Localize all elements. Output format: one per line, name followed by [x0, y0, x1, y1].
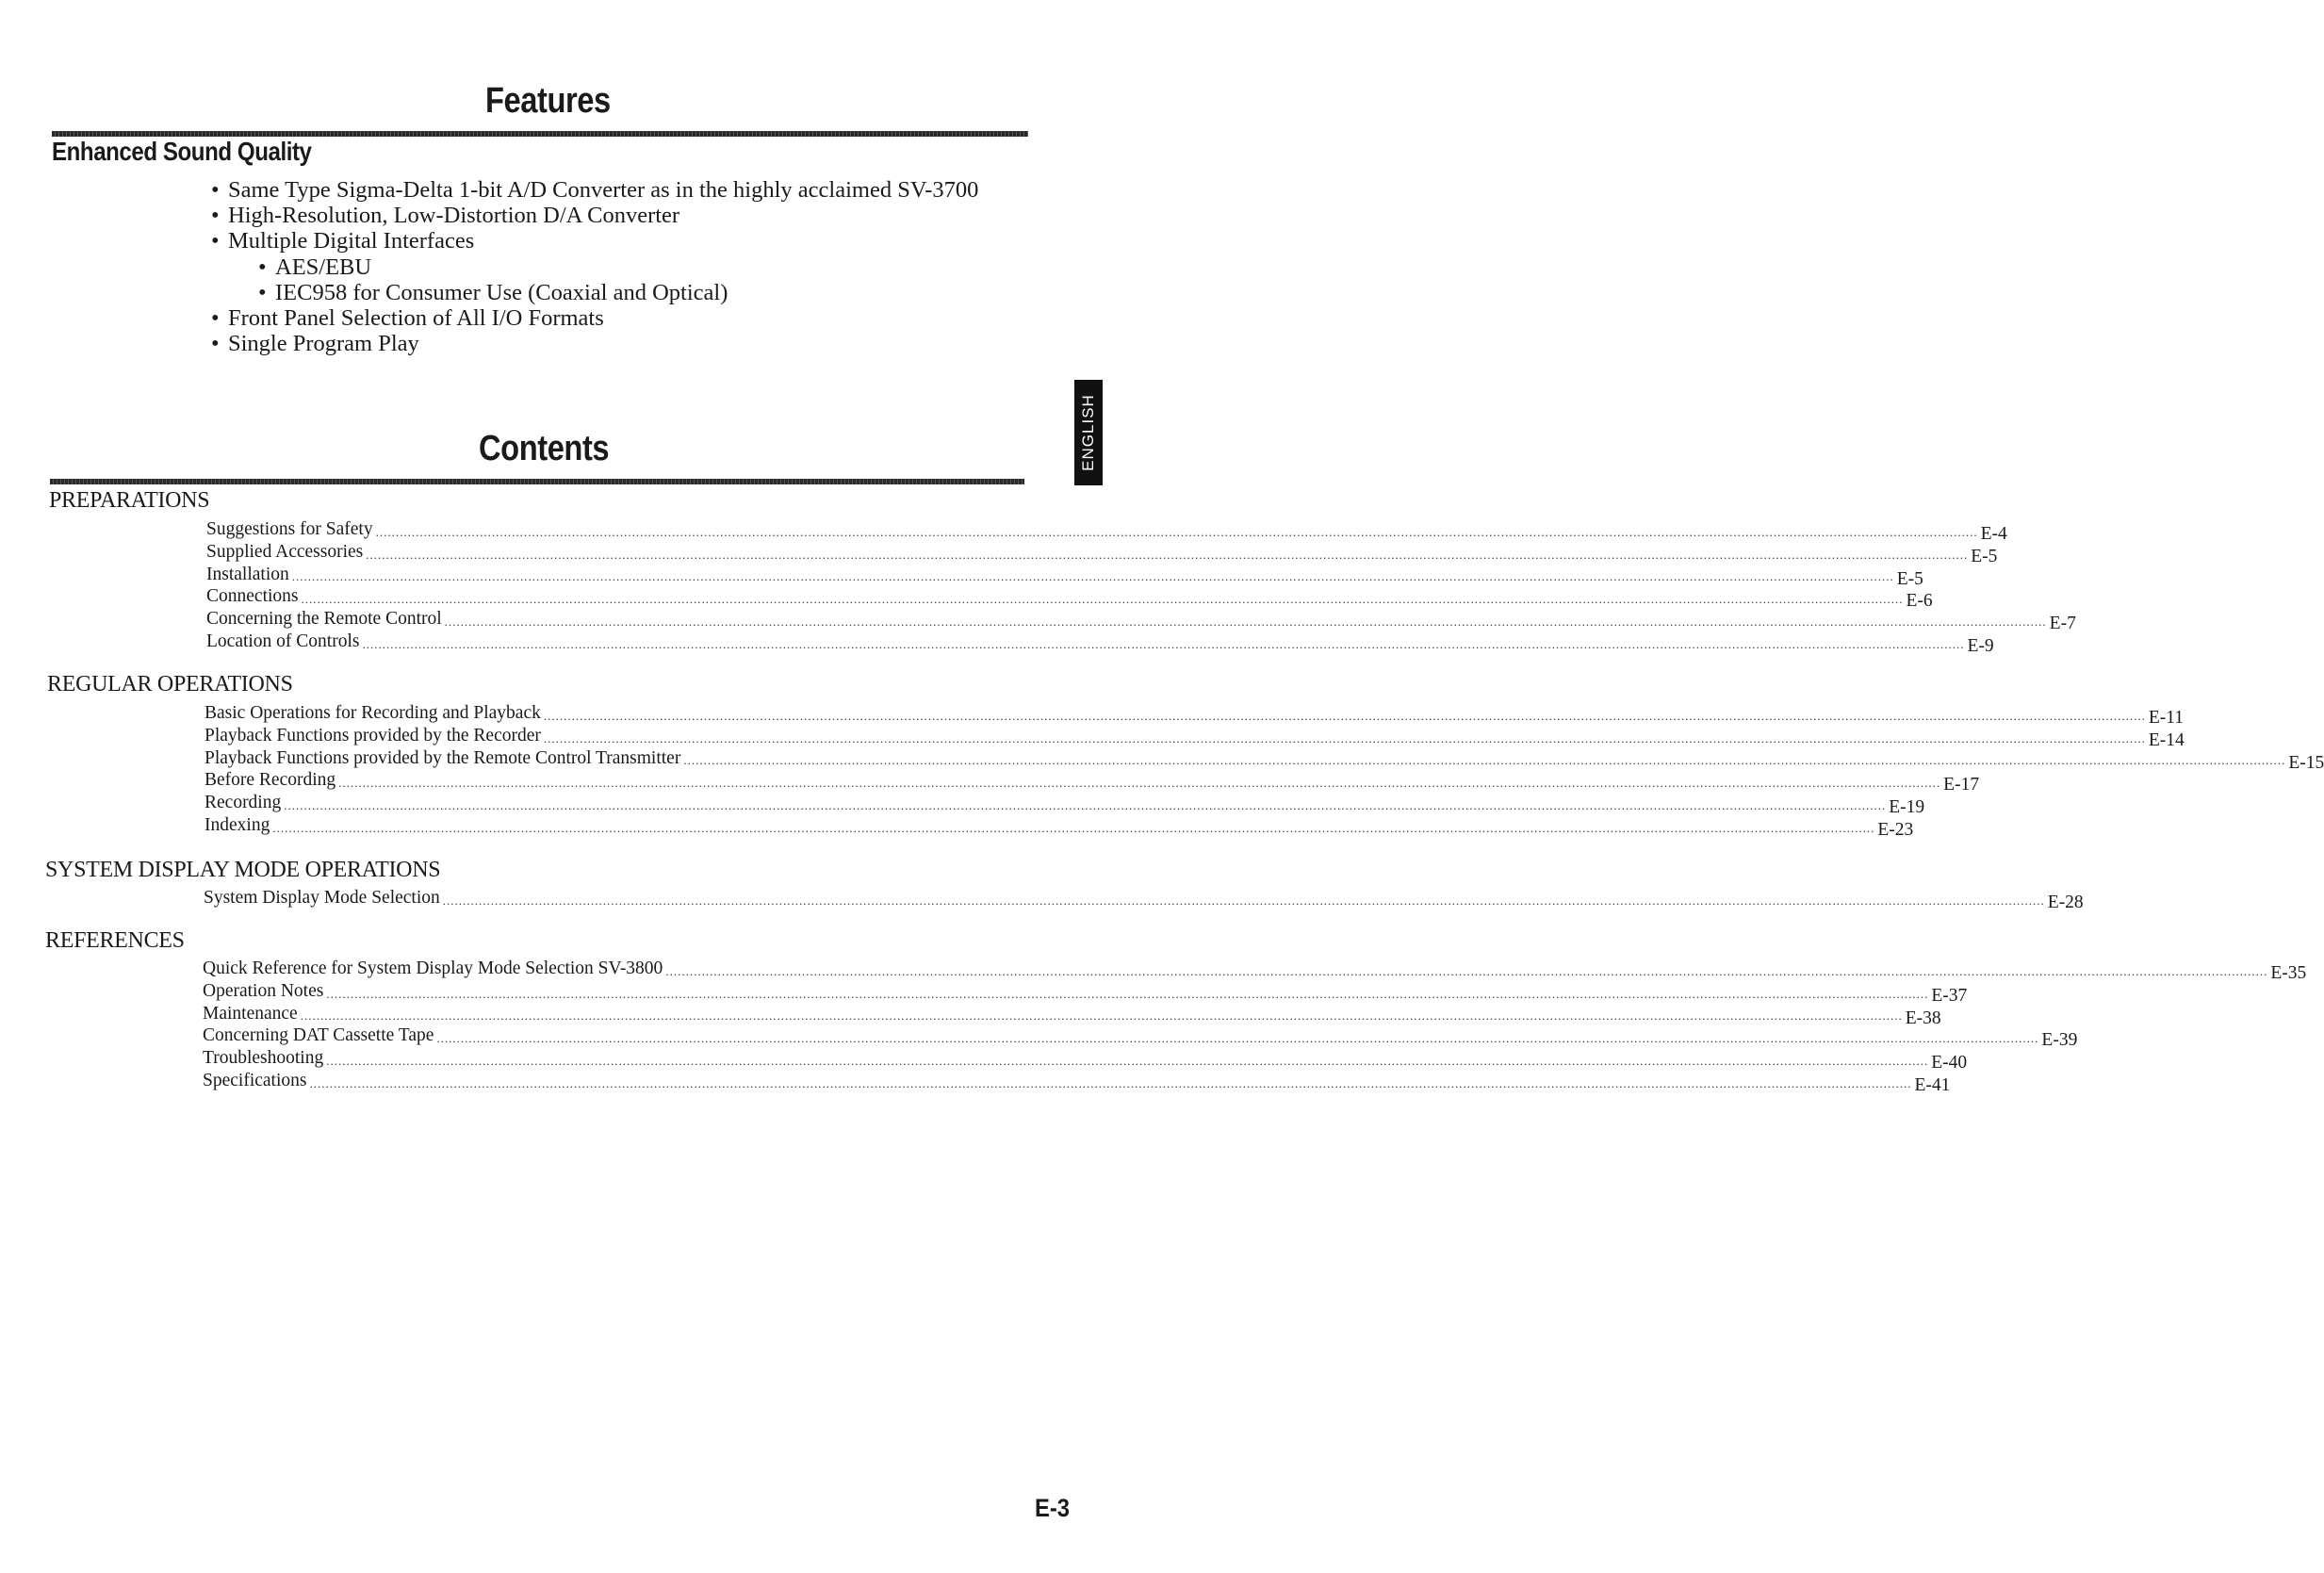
toc-entry[interactable]	[205, 725, 2185, 750]
toc-entry[interactable]	[206, 541, 1998, 566]
toc-entry-page: E-5	[1896, 568, 1923, 589]
contents-title: Contents	[479, 429, 610, 468]
toc-entry-page: E-7	[2049, 614, 2076, 634]
toc-entry[interactable]	[203, 1024, 2078, 1051]
toc-leader-dots: ................................................................................................................................................................................................................................................................................................................................................................................................................	[326, 1053, 1929, 1068]
toc-entry-title: System Display Mode Selection	[204, 888, 440, 908]
toc-entry-title: Concerning the Remote Control	[206, 609, 442, 630]
feature-item: • Single Program Play	[211, 331, 978, 356]
toc-leader-dots: ................................................................................................................................................................................................................................................................................................................................................................................................................	[375, 524, 1978, 539]
toc-entry-title: Troubleshooting	[203, 1048, 324, 1069]
toc-entry-page: E-37	[1931, 985, 1968, 1006]
toc-entry[interactable]	[206, 564, 1923, 589]
toc-entry-page: E-4	[1980, 524, 2007, 544]
toc-entry-title: Specifications	[203, 1070, 307, 1090]
toc-leader-dots: ................................................................................................................................................................................................................................................................................................................................................................................................................	[300, 1008, 1903, 1024]
features-title: Features	[485, 81, 611, 121]
toc-entry-page: E-11	[2148, 708, 2185, 728]
toc-leader-dots: ................................................................................................................................................................................................................................................................................................................................................................................................................	[301, 592, 1904, 607]
language-tab	[1074, 380, 1103, 485]
toc-entry-title: Maintenance	[203, 1003, 298, 1024]
toc-entry[interactable]	[205, 769, 1980, 795]
toc-entry[interactable]	[205, 792, 1925, 818]
toc-leader-dots: ................................................................................................................................................................................................................................................................................................................................................................................................................	[683, 753, 2286, 768]
toc-entry[interactable]	[203, 1047, 1968, 1073]
toc-entry[interactable]	[205, 747, 2324, 773]
feature-subitem: • AES/EBU	[211, 254, 978, 280]
toc-leader-dots: ................................................................................................................................................................................................................................................................................................................................................................................................................	[309, 1075, 1912, 1090]
toc-entry-title: Concerning DAT Cassette Tape	[203, 1025, 434, 1046]
toc-leader-dots: ................................................................................................................................................................................................................................................................................................................................................................................................................	[338, 776, 1941, 791]
toc-entry-page: E-9	[1967, 635, 1994, 656]
toc-section-heading: SYSTEM DISPLAY MODE OPERATIONS	[45, 858, 441, 882]
feature-item: • Same Type Sigma-Delta 1-bit A/D Converter as in the highly acclaimed SV-3700	[211, 177, 978, 203]
toc-section-heading: REFERENCES	[45, 928, 185, 953]
toc-leader-dots: ................................................................................................................................................................................................................................................................................................................................................................................................................	[444, 614, 2047, 629]
toc-entry-page: E-38	[1905, 1008, 1941, 1028]
toc-entry[interactable]	[205, 702, 2185, 728]
toc-entry-page: E-23	[1877, 819, 1914, 840]
toc-entry-title: Location of Controls	[206, 631, 360, 651]
toc-entry-title: Basic Operations for Recording and Playback	[205, 703, 541, 723]
toc-section-heading: PREPARATIONS	[49, 488, 210, 513]
enhanced-sound-quality-heading: Enhanced Sound Quality	[52, 137, 312, 166]
toc-entry-title: Playback Functions provided by the Recorder	[205, 725, 541, 746]
toc-entry[interactable]	[206, 585, 1933, 612]
toc-entry-page: E-39	[2041, 1030, 2078, 1051]
features-list	[211, 177, 978, 356]
contents-rule	[50, 479, 1024, 484]
toc-entry[interactable]	[203, 958, 2307, 983]
toc-leader-dots: ................................................................................................................................................................................................................................................................................................................................................................................................................	[366, 547, 1969, 562]
toc-leader-dots: ................................................................................................................................................................................................................................................................................................................................................................................................................	[362, 636, 1965, 651]
toc-entry-title: Quick Reference for System Display Mode Selection SV-3800	[203, 959, 663, 978]
toc-entry-page: E-17	[1943, 775, 1980, 795]
toc-leader-dots: ................................................................................................................................................................................................................................................................................................................................................................................................................	[543, 708, 2146, 723]
language-tab-label: ENGLISH	[1079, 394, 1097, 471]
toc-entry-page: E-15	[2288, 752, 2324, 773]
toc-entry-page: E-35	[2270, 963, 2307, 983]
toc-entry[interactable]	[206, 518, 2007, 544]
toc-entry-page: E-40	[1931, 1053, 1968, 1073]
toc-leader-dots: ................................................................................................................................................................................................................................................................................................................................................................................................................	[284, 797, 1887, 812]
toc-entry-title: Installation	[206, 564, 289, 584]
toc-entry-page: E-5	[1971, 546, 1998, 566]
toc-entry[interactable]	[203, 980, 1968, 1006]
toc-entry-title: Suggestions for Safety	[206, 519, 373, 539]
toc-entry[interactable]	[206, 608, 2076, 634]
toc-entry-title: Operation Notes	[203, 980, 324, 1001]
toc-leader-dots: ................................................................................................................................................................................................................................................................................................................................................................................................................	[291, 569, 1894, 584]
toc-entry-title: Before Recording	[205, 770, 336, 791]
toc-entry[interactable]	[203, 1070, 1951, 1095]
toc-entry-page: E-19	[1889, 797, 1925, 818]
feature-item: • High-Resolution, Low-Distortion D/A Converter	[211, 203, 978, 228]
toc-section-list	[204, 887, 2084, 912]
toc-entry-title: Playback Functions provided by the Remote Control Transmitter	[205, 747, 681, 768]
toc-entry-title: Supplied Accessories	[206, 541, 364, 562]
page-number: E-3	[1035, 1494, 1070, 1522]
toc-section-heading: REGULAR OPERATIONS	[47, 672, 293, 696]
toc-section-list	[205, 702, 2324, 840]
toc-leader-dots: ................................................................................................................................................................................................................................................................................................................................................................................................................	[442, 893, 2045, 908]
toc-entry-page: E-28	[2047, 893, 2084, 912]
toc-entry-title: Indexing	[205, 814, 270, 835]
toc-leader-dots: ................................................................................................................................................................................................................................................................................................................................................................................................................	[272, 820, 1875, 835]
toc-leader-dots: ................................................................................................................................................................................................................................................................................................................................................................................................................	[326, 986, 1929, 1001]
toc-leader-dots: ................................................................................................................................................................................................................................................................................................................................................................................................................	[436, 1031, 2039, 1046]
toc-entry-title: Recording	[205, 793, 282, 813]
feature-item: • Front Panel Selection of All I/O Formats	[211, 305, 978, 331]
toc-entry[interactable]	[206, 631, 1994, 656]
toc-section-list	[203, 958, 2307, 1095]
toc-entry[interactable]	[204, 887, 2084, 912]
feature-subitem: • IEC958 for Consumer Use (Coaxial and Optical)	[211, 280, 978, 305]
toc-entry[interactable]	[205, 814, 1914, 840]
toc-leader-dots: ................................................................................................................................................................................................................................................................................................................................................................................................................	[543, 730, 2146, 746]
toc-leader-dots: ................................................................................................................................................................................................................................................................................................................................................................................................................	[665, 963, 2268, 978]
toc-entry-page: E-14	[2148, 729, 2185, 750]
toc-section-list	[206, 518, 2076, 656]
toc-entry-page: E-41	[1914, 1074, 1951, 1095]
feature-item: • Multiple Digital Interfaces	[211, 228, 978, 254]
toc-entry[interactable]	[203, 1003, 1941, 1028]
toc-entry-title: Connections	[206, 586, 299, 607]
toc-entry-page: E-6	[1906, 591, 1933, 612]
